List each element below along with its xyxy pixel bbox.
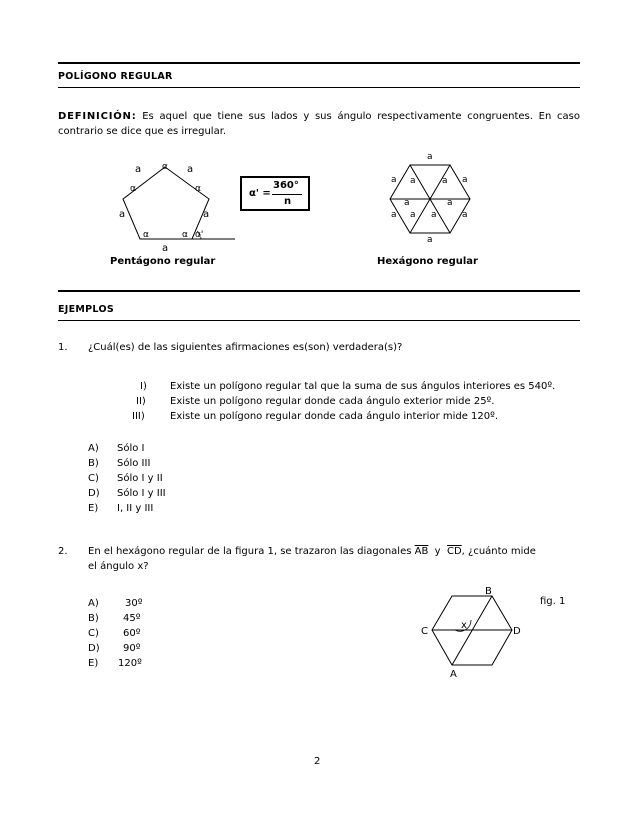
q2-text-b: y xyxy=(428,546,447,557)
hexagon-figure xyxy=(380,145,480,245)
q2-option-text-c[interactable]: 60º xyxy=(123,628,141,639)
figure-1-hexagon xyxy=(410,580,540,680)
q1-text: ¿Cuál(es) de las siguientes afirmaciones es(son) verdadera(s)? xyxy=(88,342,403,353)
formula-denominator: n xyxy=(284,196,292,207)
q2-option-text-b[interactable]: 45º xyxy=(123,613,141,624)
q2-text-line2: el ángulo x? xyxy=(88,561,149,572)
hexagon-side-bottom: a xyxy=(427,235,433,245)
q1-option-letter-d[interactable]: D) xyxy=(88,488,100,499)
q1-option-letter-c[interactable]: C) xyxy=(88,473,99,484)
q2-text-c: , ¿cuánto mide xyxy=(461,546,536,557)
q1-option-text-d[interactable]: Sólo I y III xyxy=(117,488,166,499)
q2-option-text-d[interactable]: 90º xyxy=(123,643,141,654)
pentagon-side-label-1: a xyxy=(135,164,142,175)
q2-option-letter-b[interactable]: B) xyxy=(88,613,99,624)
section-title-ejemplos: EJEMPLOS xyxy=(58,304,114,315)
q1-statement-text-3: Existe un polígono regular donde cada ángulo interior mide 120º. xyxy=(170,411,499,422)
q2-option-text-a[interactable]: 30º xyxy=(125,598,143,609)
hexagon-side-lower-left: a xyxy=(391,210,397,220)
q1-option-letter-a[interactable]: A) xyxy=(88,443,99,454)
q1-statement-num-1: I) xyxy=(140,381,147,392)
q2-option-text-e[interactable]: 120º xyxy=(118,658,142,669)
q1-option-letter-b[interactable]: B) xyxy=(88,458,99,469)
hexagon-radius-3: a xyxy=(410,210,416,220)
pentagon-side-label-5: a xyxy=(162,243,169,254)
q1-option-text-b[interactable]: Sólo III xyxy=(117,458,151,469)
q1-statement-text-1: Existe un polígono regular tal que la suma de sus ángulos interiores es 540º. xyxy=(170,381,556,392)
pentagon-angle-label-4: α xyxy=(143,230,149,240)
examples-bottom-rule xyxy=(58,320,580,321)
q1-statement-num-3: III) xyxy=(132,411,145,422)
hexagon-radius-2: a xyxy=(442,176,448,186)
pentagon-angle-label-2: α xyxy=(130,184,136,194)
formula-lhs: α' = xyxy=(249,188,271,199)
hexagon-side-lower-right: a xyxy=(462,210,468,220)
figure-1-angle-x: x xyxy=(461,620,467,631)
q1-number: 1. xyxy=(58,342,68,353)
pentagon-side-label-4: a xyxy=(203,209,210,220)
hexagon-radius-4: a xyxy=(431,210,437,220)
hexagon-side-upper-right: a xyxy=(462,175,468,185)
hexagon-radius-1: a xyxy=(410,176,416,186)
q1-option-text-a[interactable]: Sólo I xyxy=(117,443,145,454)
figure-1-point-a: A xyxy=(450,669,457,680)
pentagon-angle-label-3: α xyxy=(195,184,201,194)
q1-option-text-c[interactable]: Sólo I y II xyxy=(117,473,163,484)
q2-option-letter-e[interactable]: E) xyxy=(88,658,99,669)
figure-1-point-d: D xyxy=(513,626,521,637)
q1-option-text-e[interactable]: I, II y III xyxy=(117,503,154,514)
definition-text: Es aquel que tiene sus lados y sus ángulo respectivamente congruentes. En caso contrario se dice que es irregular. xyxy=(58,111,580,137)
q2-text-a: En el hexágono regular de la figura 1, se trazaron las diagonales xyxy=(88,546,415,557)
figure-1-point-c: C xyxy=(421,626,428,637)
pentagon-side-label-3: a xyxy=(119,209,126,220)
q2-option-letter-a[interactable]: A) xyxy=(88,598,99,609)
pentagon-angle-label-5: α xyxy=(182,230,188,240)
hexagon-side-upper-left: a xyxy=(391,175,397,185)
q1-statement-num-2: II) xyxy=(136,396,146,407)
examples-top-rule xyxy=(58,290,580,292)
q2-segment-ab: $\overline{AB}$ xyxy=(414,546,429,557)
definition-label: DEFINICIÓN: xyxy=(58,111,137,122)
hexagon-caption: Hexágono regular xyxy=(377,256,478,267)
pentagon-exterior-angle-label: α' xyxy=(195,230,204,240)
page-number: 2 xyxy=(314,756,321,767)
top-rule xyxy=(58,62,580,64)
q1-option-letter-e[interactable]: E) xyxy=(88,503,99,514)
pentagon-angle-label-1: α xyxy=(162,162,168,172)
q2-option-letter-d[interactable]: D) xyxy=(88,643,100,654)
formula-box xyxy=(240,176,310,211)
formula-numerator: 360° xyxy=(273,180,299,191)
hexagon-inner-1: a xyxy=(404,198,410,208)
q2-text-line1 xyxy=(88,546,536,557)
q2-segment-cd: $\overline{CD}$ xyxy=(446,546,462,557)
pentagon-side-label-2: a xyxy=(187,164,194,175)
figure-1-point-b: B xyxy=(485,586,492,597)
hexagon-inner-2: a xyxy=(447,198,453,208)
q2-number: 2. xyxy=(58,546,68,557)
rule-under-title xyxy=(58,87,580,88)
formula-fraction-bar xyxy=(272,194,302,195)
q2-option-letter-c[interactable]: C) xyxy=(88,628,99,639)
q1-statement-text-2: Existe un polígono regular donde cada ángulo exterior mide 25º. xyxy=(170,396,495,407)
section-title-poligono: POLÍGONO REGULAR xyxy=(58,71,173,82)
figure-1-label: fig. 1 xyxy=(540,596,566,607)
hexagon-side-top: a xyxy=(427,152,433,162)
pentagon-figure xyxy=(105,155,245,255)
definition-paragraph xyxy=(58,109,580,139)
pentagon-caption: Pentágono regular xyxy=(110,256,216,267)
